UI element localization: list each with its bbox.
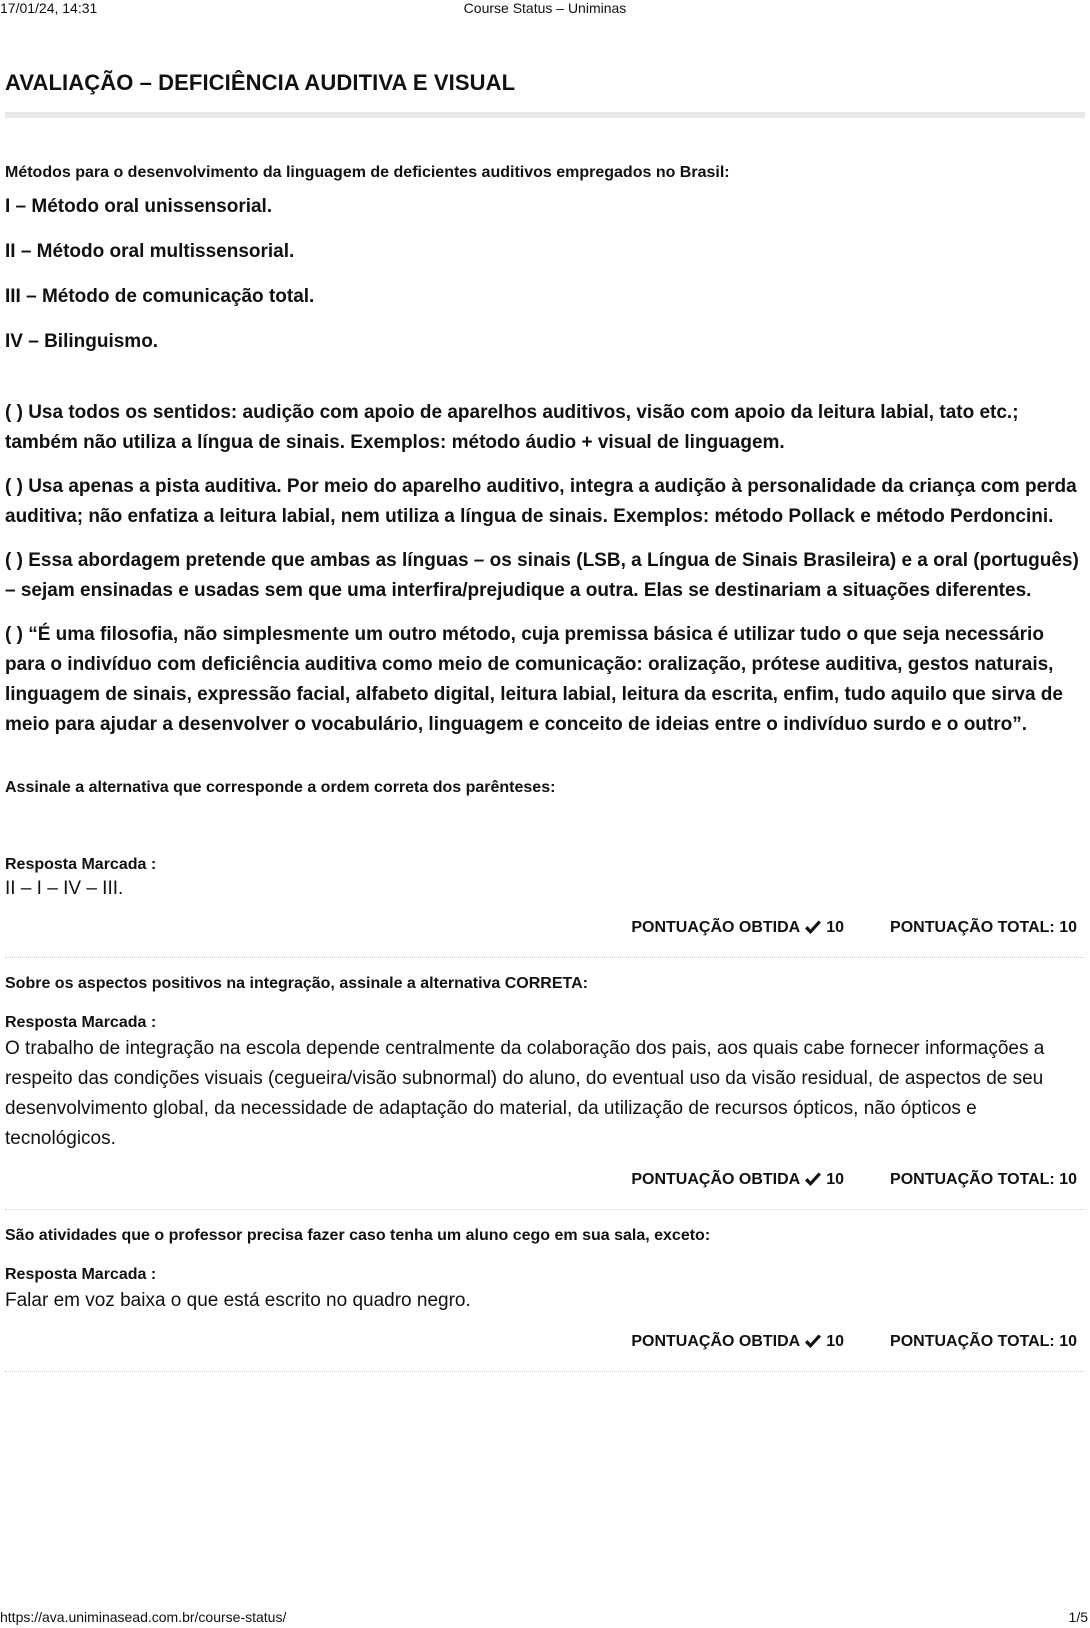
title-divider (5, 112, 1085, 118)
method-item: II – Método oral multissensorial. (5, 241, 295, 262)
question-1 (5, 163, 1085, 958)
print-url: https://ava.uniminasead.com.br/course-status/ (0, 1609, 287, 1625)
statement-item: ( ) Essa abordagem pretende que ambas as línguas – os sinais (LSB, a Língua de Sinais Brasileira) e a oral (português) – sejam ensinadas e usadas sem que uma interfira/prejudique a outra. Elas se destinariam a situações diferentes. (5, 550, 1079, 601)
score-obtained (631, 918, 844, 938)
course-status-content (5, 68, 1085, 1372)
print-footer (0, 1609, 1090, 1627)
statement-item: ( ) Usa todos os sentidos: audição com apoio de aparelhos auditivos, visão com apoio da leitura labial, tato etc.; também não utiliza a língua de sinais. Exemplos: método áudio + visual de linguagem. (5, 402, 1019, 453)
question-3-prompt: São atividades que o professor precisa fazer caso tenha um aluno cego em sua sala, exceto: (5, 1227, 711, 1244)
statement-item: ( ) Usa apenas a pista auditiva. Por meio do aparelho auditivo, integra a audição à personalidade da criança com perda auditiva; não enfatiza a leitura labial, nem utiliza a língua de sinais. Exemplos: método Pollack e método Perdoncini. (5, 476, 1077, 527)
question-separator (5, 1371, 1085, 1372)
score-row (5, 1170, 1077, 1190)
score-total: PONTUAÇÃO TOTAL: 10 (890, 1171, 1077, 1188)
marked-answer: Falar em voz baixa o que está escrito no quadro negro. (5, 1290, 471, 1311)
answer-label: Resposta Marcada : (5, 1266, 157, 1283)
question-3 (5, 1226, 1085, 1372)
marked-answer: II – I – IV – III. (5, 878, 124, 899)
check-icon (804, 1334, 822, 1350)
score-obtained-label: PONTUAÇÃO OBTIDA (631, 919, 801, 936)
marked-answer: O trabalho de integração na escola depende centralmente da colaboração dos pais, aos quais cabe fornecer informações a respeito das condições visuais (cegueira/visão subnormal) do aluno, do eventual uso da visão residual, de aspectos de seu desenvolvimento global, da necessidade de adaptação do material, da utilização de recursos ópticos, não ópticos e tecnológicos. (5, 1038, 1045, 1149)
check-icon (804, 920, 822, 936)
statement-item: ( ) “É uma filosofia, não simplesmente um outro método, cuja premissa básica é utilizar tudo o que seja necessário para o indivíduo com deficiência auditiva como meio de comunicação: oralização, prótese auditiva, gestos naturais, linguagem de sinais, expressão facial, alfabeto digital, leitura labial, leitura da escrita, enfim, tudo aquilo que sirva de meio para ajudar a desenvolver o vocabulário, linguagem e conceito de ideias entre o indivíduo surdo e o outro”. (5, 624, 1063, 735)
method-item: III – Método de comunicação total. (5, 286, 315, 307)
check-icon (804, 1172, 822, 1188)
score-obtained-label: PONTUAÇÃO OBTIDA (631, 1333, 801, 1350)
score-total: PONTUAÇÃO TOTAL: 10 (890, 1333, 1077, 1350)
print-page-number: 1/5 (1068, 1609, 1088, 1625)
question-separator (5, 1209, 1085, 1210)
print-document-title: Course Status – Uniminas (463, 0, 627, 16)
method-list (5, 195, 1085, 354)
score-row (5, 1332, 1077, 1352)
score-obtained-value: 10 (826, 1333, 845, 1350)
score-obtained-value: 10 (826, 1171, 845, 1188)
method-item: IV – Bilinguismo. (5, 331, 159, 352)
question-1-instruction: Assinale a alternativa que corresponde a ordem correta dos parênteses: (5, 779, 556, 796)
question-separator (5, 957, 1085, 958)
print-header (0, 0, 1090, 20)
score-obtained-label: PONTUAÇÃO OBTIDA (631, 1171, 801, 1188)
statement-list (5, 398, 1085, 740)
answer-label: Resposta Marcada : (5, 1014, 157, 1031)
score-total: PONTUAÇÃO TOTAL: 10 (890, 919, 1077, 936)
answer-label: Resposta Marcada : (5, 856, 157, 873)
question-2 (5, 974, 1085, 1210)
score-obtained (631, 1170, 844, 1190)
score-obtained (631, 1332, 844, 1352)
page-title: AVALIAÇÃO – DEFICIÊNCIA AUDITIVA E VISUAL (5, 70, 516, 95)
method-item: I – Método oral unissensorial. (5, 196, 273, 217)
question-1-prompt: Métodos para o desenvolvimento da linguagem de deficientes auditivos empregados no Brasil: (5, 164, 730, 181)
question-2-prompt: Sobre os aspectos positivos na integração, assinale a alternativa CORRETA: (5, 975, 588, 992)
score-obtained-value: 10 (826, 919, 845, 936)
score-row (5, 918, 1077, 938)
print-datetime: 17/01/24, 14:31 (0, 0, 98, 16)
